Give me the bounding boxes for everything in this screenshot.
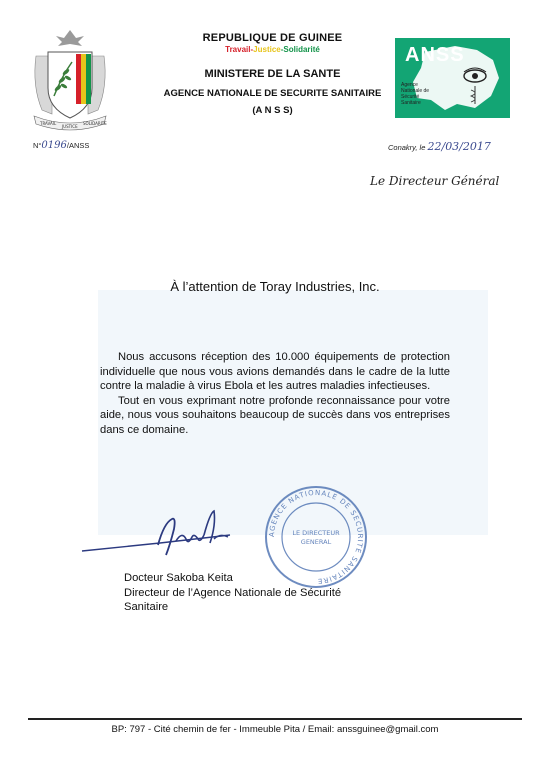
body-paragraph-1: Nous accusons réception des 10.000 équipements de protection individuelle que nous vous avions demandés dans le cadre de la lutte contre la maladie à virus Ebola et les autres maladies infectieuses. <box>100 351 450 393</box>
republic-name: REPUBLIQUE DE GUINEE <box>202 32 343 44</box>
handwritten-reference: 0196 <box>41 140 67 151</box>
coat-of-arms-emblem <box>28 26 112 136</box>
stamp-ring-text: AGENCE NATIONALE DE SECURITE SANITAIRE <box>267 488 365 586</box>
signer-name: Docteur Sakoba Keita <box>124 572 233 584</box>
footer-divider <box>28 718 522 720</box>
handwritten-signature <box>80 505 280 567</box>
letter-body <box>100 350 450 438</box>
reference-number: N°0196/ANSS <box>33 140 90 151</box>
signer-block <box>124 571 341 615</box>
anss-logo-subtitle: Agence Nationale de Sécurité Sanitaire <box>401 82 430 106</box>
handwritten-date: 22/03/2017 <box>427 140 491 153</box>
body-paragraph-2: Tout en vous exprimant notre profonde reconnaissance pour votre aide, nous vous souhaitons beaucoup de succès dans vos entreprises dans ce domaine. <box>100 394 450 436</box>
crest-motto-solidarite: SOLIDARITE <box>83 121 107 126</box>
ministry-name: MINISTERE DE LA SANTE <box>204 68 341 80</box>
agency-acronym: (A N S S) <box>252 105 293 116</box>
stamp-center-line-2: GENERAL <box>300 538 332 546</box>
signer-title-line-1: Directeur de l’Agence Nationale de Sécurité <box>124 586 342 599</box>
anss-logo <box>395 38 510 118</box>
letterhead-title-block <box>150 32 395 116</box>
footer-address: BP: 797 - Cité chemin de fer - Immeuble Pita / Email: anssguinee@gmail.com <box>111 724 439 735</box>
signer-title-line-2: Sanitaire <box>124 601 169 614</box>
attention-line: À l’attention de Toray Industries, Inc. <box>170 279 380 294</box>
agency-name: AGENCE NATIONALE DE SECURITE SANITAIRE <box>163 88 382 99</box>
anss-logo-text: ANSS <box>405 44 465 66</box>
crest-motto-travail: TRAVAIL <box>40 121 57 126</box>
national-motto: Travail-Justice-Solidarité <box>225 45 320 54</box>
crest-motto-justice: JUSTICE <box>62 124 78 129</box>
date-line: Conakry, le 22/03/2017 <box>388 140 491 153</box>
director-general-heading: Le Directeur Général <box>370 174 500 188</box>
stamp-center-line-1: LE DIRECTEUR <box>292 529 340 537</box>
